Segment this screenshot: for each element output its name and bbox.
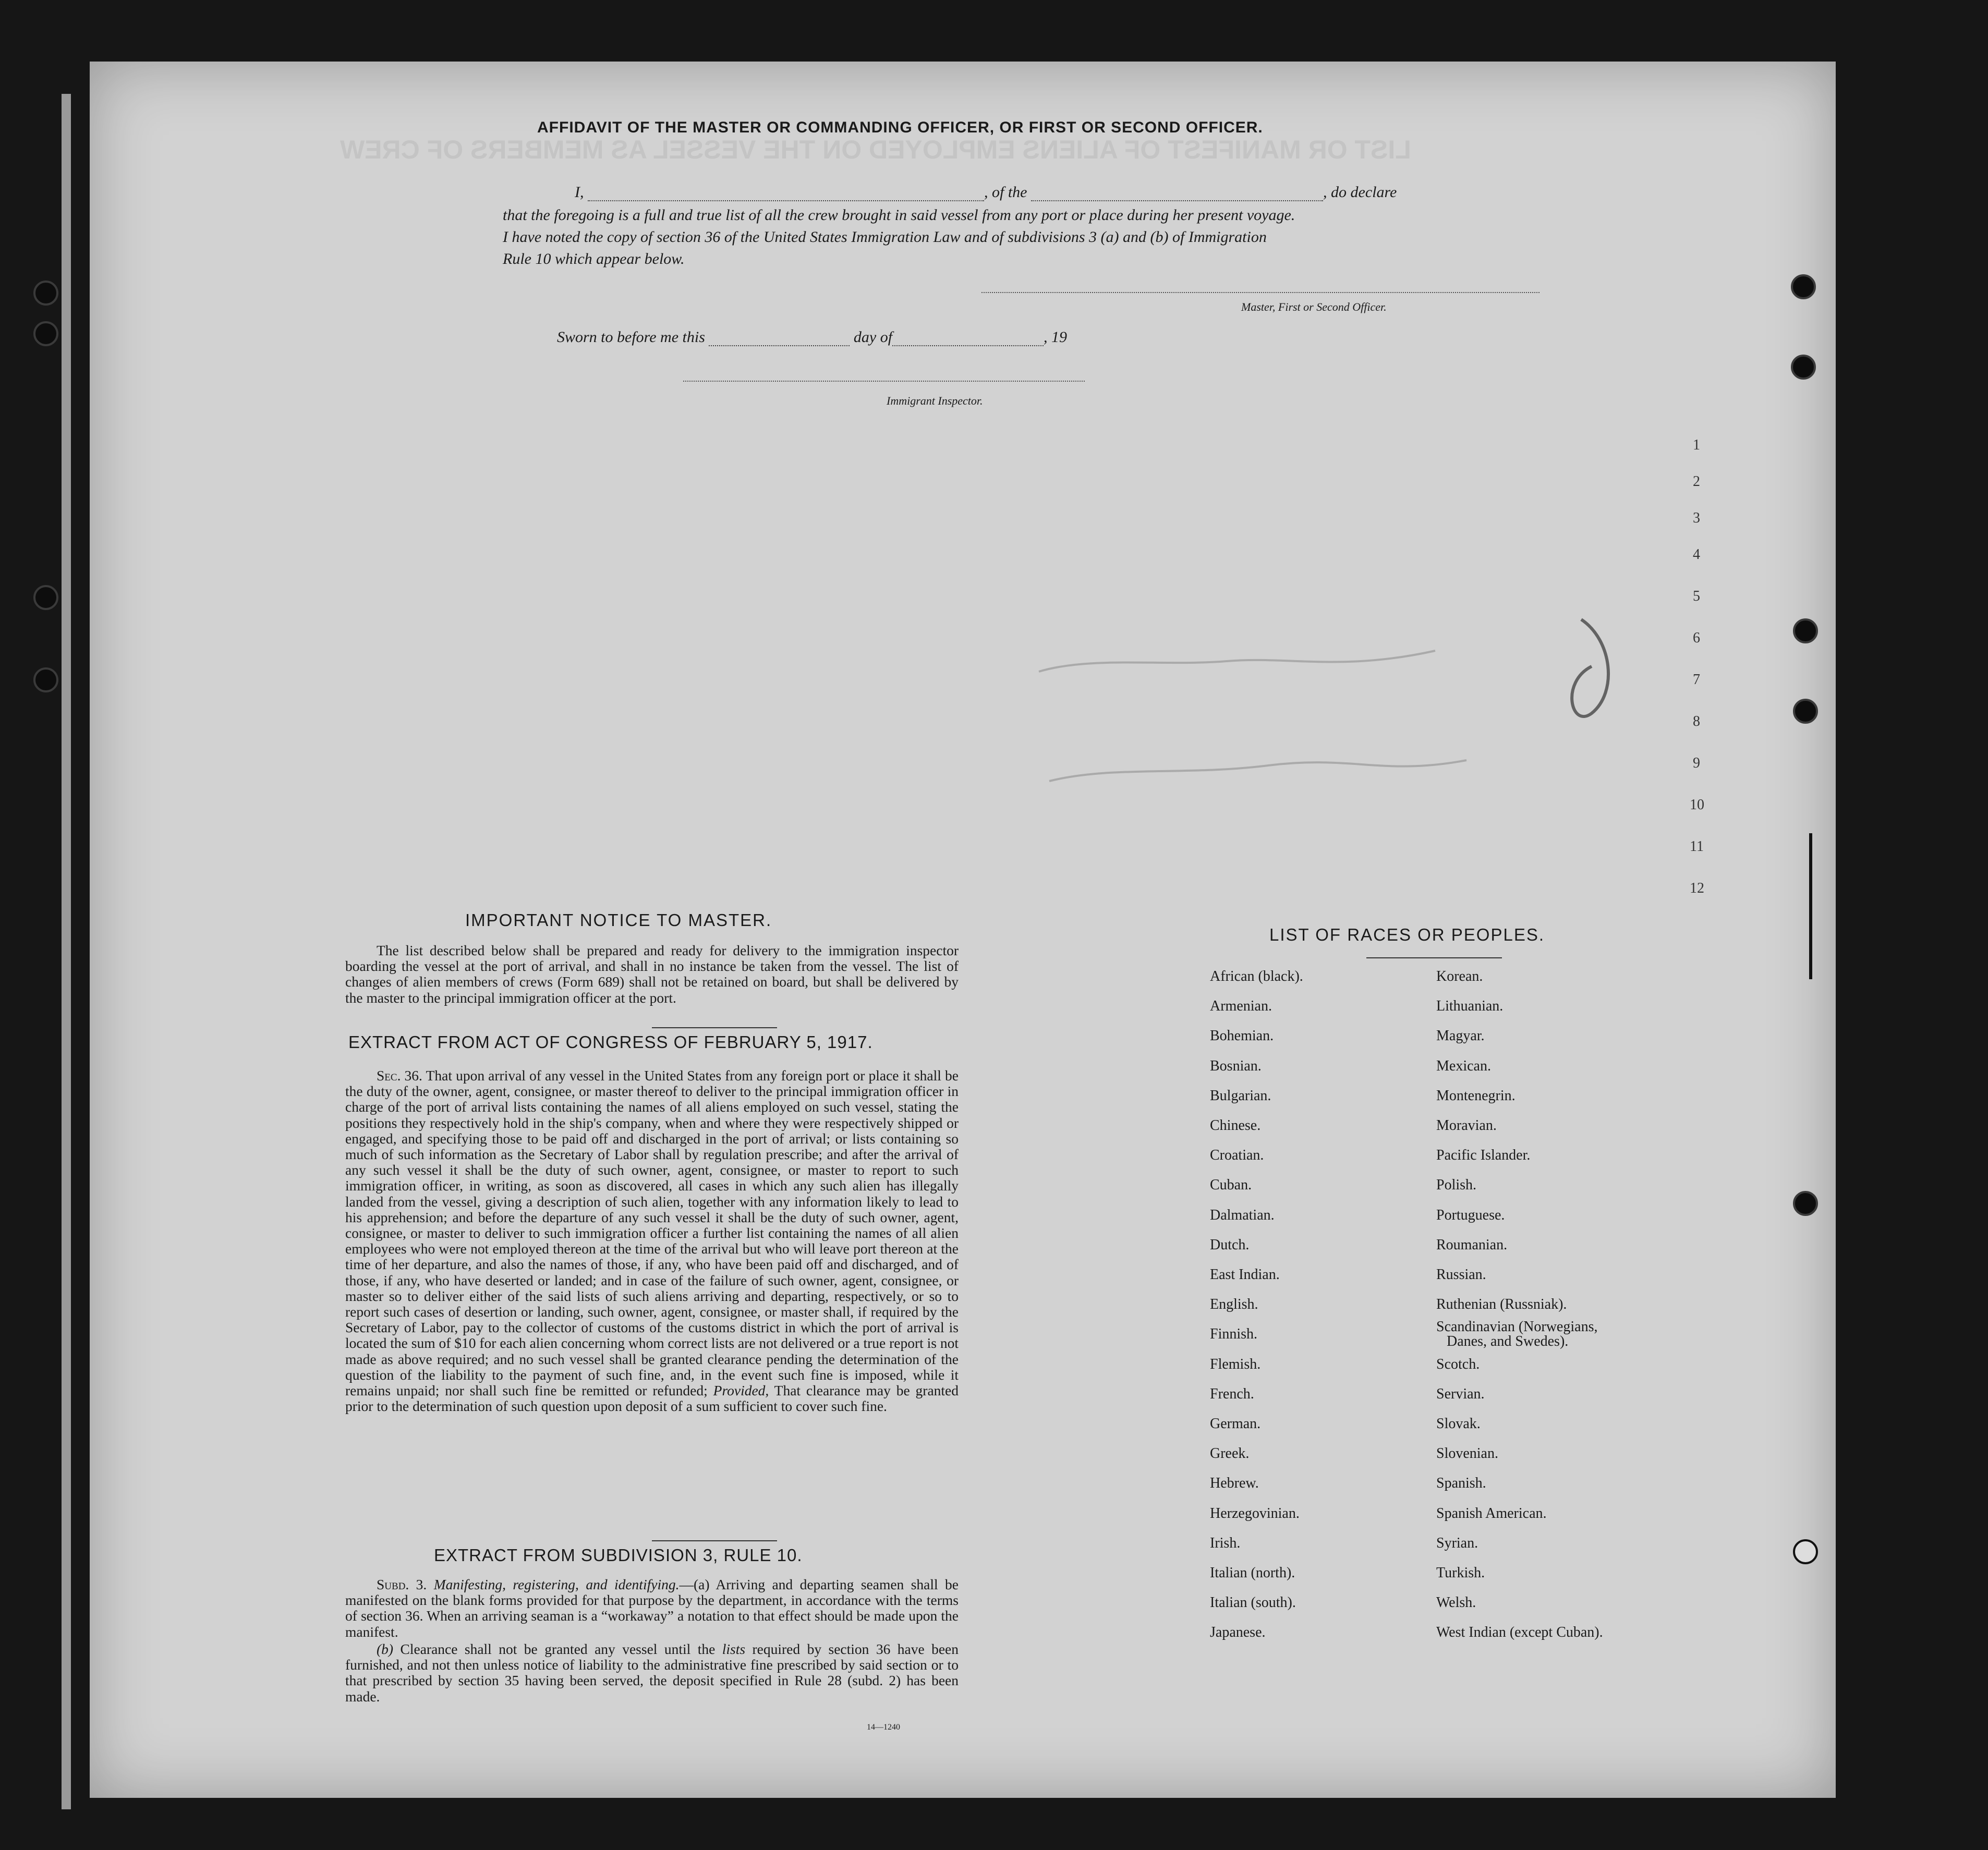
race-right-item: Mexican. [1436, 1057, 1491, 1074]
margin-row-number: 12 [1690, 880, 1704, 896]
race-left-item: Chinese. [1210, 1117, 1261, 1134]
act-rule [652, 1540, 777, 1541]
race-left-item: English. [1210, 1296, 1258, 1313]
margin-row-number: 8 [1693, 713, 1700, 729]
affidavit-i: I, [575, 184, 584, 201]
subd-para-a: —(a) Arriving and departing seamen shall be manifested on the blank forms provided for that purpose by the department, in accordance with the terms of section 36. When an arriving seaman is a “workaway” a notation to that effect should be made upon the manifest. [345, 1576, 959, 1640]
subd-heading: Manifesting, registering, and identifying. [433, 1576, 680, 1592]
margin-row-number: 1 [1693, 437, 1700, 453]
race-right-item: Moravian. [1436, 1117, 1497, 1134]
race-left-item: Croatian. [1210, 1147, 1264, 1164]
bleed-through-header: LIST OR MANIFEST OF ALIENS EMPLOYED ON THE VESSEL AS MEMBERS OF CREW [340, 135, 1411, 164]
sec-36-label: Sec. 36. [377, 1067, 422, 1084]
race-right-item: Welsh. [1436, 1595, 1476, 1611]
punch-hole [1793, 1539, 1818, 1564]
sec-36-text: That upon arrival of any vessel in the United States from any foreign port or place it shall be the duty of the owner, agent, consignee, or master thereof to deliver to the principal immigration officer in charge of the port of arrival lists containing the names of all aliens employed on such vessel, stating the positions they respectively hold in the ship's company, when and where they were respectively shipped or engaged, and specifying those to be paid off and discharged in the port of arrival; or lists containing so much of such information as the Secretary of Labor shall by regulation prescribe; and after the arrival of any such vessel it shall be the duty of such owner, agent, consignee, or master to report to such immigration officer, in writing, as soon as discovered, all cases in which any such alien has illegally landed from the vessel, giving a description of such alien, together with any information likely to lead to his apprehension; and before the departure of any such vessel it shall be the duty of such owner, agent, consignee, or master to deliver to such immigration officer a further list containing the names of all alien employees who were not employed thereon at the time of the arrival but who will leave port thereon at the time of her departure, and also the names of those, if any, who have been paid off and discharged, and of those, if any, who have deserted or landed; and in case of the failure of such owner, agent, consignee, or master so to deliver either of the said lists of such aliens arriving and departing, respectively, or so to report such cases of desertion or landing, such owner, agent, consignee, or master shall, if required by the Secretary of Labor, pay to the collector of customs of the customs district in which the port of arrival is located the sum of $10 for each alien concerning whom correct lists are not delivered or a true report is not made as above required; and no such vessel shall be granted clearance pending the determination of the question of the liability to the payment of such fine, and, in the event such fine is imposed, while it remains unpaid; nor shall such fine be remitted or refunded; [345, 1067, 959, 1399]
race-left-item: Armenian. [1210, 998, 1272, 1015]
sworn-prefix: Sworn to before me this [557, 328, 705, 346]
race-right-item: Korean. [1436, 968, 1483, 984]
inspector-signature-line[interactable] [683, 380, 1085, 382]
race-right-item: Slovenian. [1436, 1445, 1498, 1462]
race-right-item: Roumanian. [1436, 1236, 1508, 1253]
affidavit-line-4: Rule 10 which appear below. [503, 250, 685, 267]
para-b-post: required by section 36 have been furnished, and not then unless notice of liability to the administrative fine prescribed by said section or to that prescribed by section 35 having been served, the deposit specified in Rule 28 (subd. 2) has been made. [345, 1641, 959, 1705]
race-left-item: Finnish. [1210, 1326, 1258, 1343]
affidavit-title: AFFIDAVIT OF THE MASTER OR COMMANDING OFFICER, OR FIRST OR SECOND OFFICER. [537, 119, 1263, 136]
punch-hole [33, 585, 58, 610]
punch-hole [1793, 1191, 1818, 1216]
race-right-item: Polish. [1436, 1177, 1477, 1194]
sworn-year: , 19 [1044, 328, 1068, 346]
race-right-item: Russian. [1436, 1267, 1486, 1283]
sworn-month-blank[interactable] [892, 334, 1044, 346]
margin-bracket-mark [1800, 833, 1821, 979]
affidavit-line-1 [575, 184, 1397, 201]
race-right-item: Ruthenian (Russniak). [1436, 1296, 1567, 1313]
race-right-item: Slovak. [1436, 1416, 1481, 1432]
race-left-item: Italian (south). [1210, 1595, 1296, 1611]
race-left-item: Cuban. [1210, 1177, 1252, 1194]
race-left-item: Flemish. [1210, 1356, 1261, 1372]
race-right-item: Montenegrin. [1436, 1087, 1516, 1104]
race-right-item: West Indian (except Cuban). [1436, 1624, 1603, 1641]
race-left-item: Dutch. [1210, 1236, 1250, 1253]
master-signature-line[interactable] [981, 291, 1540, 293]
extract-act-title: EXTRACT FROM ACT OF CONGRESS OF FEBRUARY 5, 1917. [348, 1032, 873, 1052]
provided-word: Provided, [713, 1382, 769, 1399]
margin-row-number: 5 [1693, 588, 1700, 604]
punch-hole [33, 321, 58, 346]
subd-label: Subd. 3. [377, 1576, 427, 1592]
handwritten-annotation [976, 609, 1706, 849]
punch-hole [1791, 355, 1816, 380]
margin-row-number: 9 [1693, 755, 1700, 771]
extract-act-body [345, 1068, 959, 1414]
extract-rule-para-b [345, 1641, 959, 1705]
race-left-item: Japanese. [1210, 1624, 1266, 1641]
race-left-item: Italian (north). [1210, 1565, 1295, 1581]
sec-36-text-end: That clearance may be granted prior to the determination of such question upon deposit of a sum sufficient to cover such fine. [345, 1382, 959, 1415]
punch-hole [1793, 618, 1818, 643]
races-title: LIST OF RACES OR PEOPLES. [1269, 925, 1545, 944]
race-left-item: Greek. [1210, 1445, 1250, 1462]
extract-rule-para-a [345, 1577, 959, 1640]
margin-row-number: 10 [1690, 797, 1704, 813]
race-right-item: Scandinavian (Norwegians, [1436, 1319, 1598, 1335]
margin-row-number: 11 [1690, 838, 1704, 855]
punch-hole [1791, 274, 1816, 299]
affidavit-line-2: that the foregoing is a full and true list of all the crew brought in said vessel from any port or place during her present voyage. [503, 206, 1295, 224]
race-right-item: Spanish. [1436, 1475, 1486, 1492]
race-right-item: Magyar. [1436, 1028, 1485, 1044]
master-caption: Master, First or Second Officer. [1241, 300, 1387, 313]
extract-rule-title: EXTRACT FROM SUBDIVISION 3, RULE 10. [434, 1545, 803, 1565]
race-right-item: Lithuanian. [1436, 998, 1504, 1015]
punch-hole [33, 667, 58, 692]
margin-row-number: 6 [1693, 630, 1700, 646]
margin-row-number: 4 [1693, 546, 1700, 563]
race-right-item: Scotch. [1436, 1356, 1480, 1372]
para-b-pre: Clearance shall not be granted any vessel until the [400, 1641, 716, 1657]
race-right-item: Portuguese. [1436, 1207, 1505, 1223]
race-right-item: Turkish. [1436, 1565, 1485, 1581]
notice-body: The list described below shall be prepared and ready for delivery to the immigration inspector boarding the vessel at the port of arrival, and shall in no instance be taken from the vessel. The list of changes of alien members of crews (Form 689) shall not be retained on board, but shall be delivered by the master to the principal immigration officer at the port. [345, 942, 959, 1006]
race-left-item: East Indian. [1210, 1267, 1280, 1283]
margin-row-number: 2 [1693, 473, 1700, 490]
margin-row-number: 7 [1693, 672, 1700, 688]
vessel-name-blank[interactable] [1031, 189, 1323, 201]
race-left-item: Bulgarian. [1210, 1087, 1271, 1104]
officer-name-blank[interactable] [588, 189, 984, 201]
race-right-item: Spanish American. [1436, 1505, 1547, 1522]
punch-hole [33, 281, 58, 306]
race-right-item: Servian. [1436, 1385, 1485, 1402]
race-scandinavian-continued: Danes, and Swedes). [1447, 1333, 1569, 1350]
affidavit-of-the: , of the [984, 184, 1027, 201]
race-left-item: Hebrew. [1210, 1475, 1259, 1492]
race-left-item: African (black). [1210, 968, 1303, 984]
punch-hole [1793, 699, 1818, 724]
race-left-item: Bosnian. [1210, 1057, 1262, 1074]
para-b-label: (b) [377, 1641, 394, 1657]
sworn-day-of: day of [853, 328, 893, 346]
margin-row-number: 3 [1693, 510, 1700, 526]
sworn-day-blank[interactable] [709, 334, 850, 346]
race-left-item: Dalmatian. [1210, 1207, 1275, 1223]
form-number: 14—1240 [867, 1723, 900, 1732]
race-left-item: Bohemian. [1210, 1028, 1274, 1044]
race-left-item: French. [1210, 1385, 1254, 1402]
affidavit-line-3: I have noted the copy of section 36 of the United States Immigration Law and of subdivisions 3 (a) and (b) of Immigration [503, 228, 1267, 246]
para-b-lists: lists [722, 1641, 746, 1657]
race-left-item: Herzegovinian. [1210, 1505, 1300, 1522]
race-left-item: German. [1210, 1416, 1261, 1432]
notice-title: IMPORTANT NOTICE TO MASTER. [465, 910, 772, 930]
race-right-item: Syrian. [1436, 1535, 1478, 1551]
document-page [90, 62, 1836, 1798]
race-left-item: Irish. [1210, 1535, 1241, 1551]
sworn-line [557, 328, 1067, 346]
notice-rule [652, 1027, 777, 1028]
page-edge [62, 94, 71, 1809]
affidavit-declare: , do declare [1323, 184, 1397, 201]
race-right-item: Pacific Islander. [1436, 1147, 1531, 1164]
races-rule [1366, 957, 1502, 958]
inspector-caption: Immigrant Inspector. [887, 394, 983, 407]
